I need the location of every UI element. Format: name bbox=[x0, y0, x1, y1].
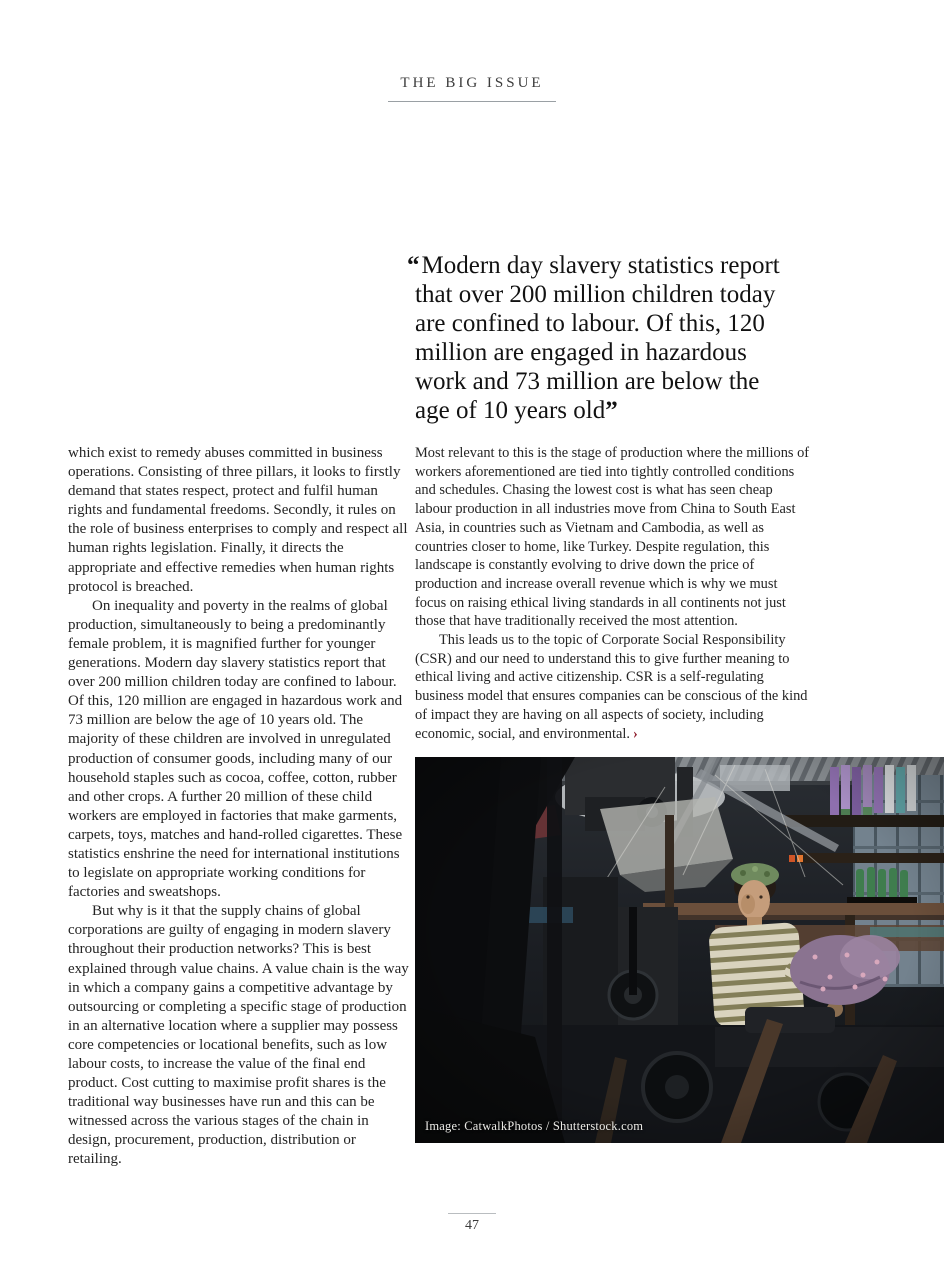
paragraph: Most relevant to this is the stage of production where the millions of workers aforementioned are tied into tightly controlled conditions and schedules. Chasing the lowest cost is what has seen cheap labour production in all industries move from China to South East Asia, in countries such as Vietnam and Cambodia, as well as countries closer to home, like Turkey. Despite regulation, this landscape is constantly evolving to drive down the price of production and increase overall revenue which is why we must focus on raising ethical living standards in all continents not just those that have traditionally received the most attention. bbox=[415, 445, 810, 630]
section-header: THE BIG ISSUE bbox=[388, 75, 555, 102]
photo-credit: Image: CatwalkPhotos / Shutterstock.com bbox=[425, 1119, 644, 1133]
page-header bbox=[0, 74, 944, 102]
close-quote-mark: ” bbox=[605, 397, 618, 424]
article-photo bbox=[415, 757, 944, 1143]
pull-quote-line bbox=[415, 309, 865, 338]
continuation-arrow-icon: › bbox=[633, 725, 638, 742]
pull-quote-text: are confined to labour. Of this, 120 bbox=[415, 310, 765, 337]
page-number: 47 bbox=[465, 1218, 479, 1233]
pull-quote-text: million are engaged in hazardous bbox=[415, 339, 747, 366]
pull-quote-line bbox=[415, 396, 865, 425]
footer-rule bbox=[448, 1213, 496, 1214]
factory-scene-illustration bbox=[415, 757, 944, 1143]
paragraph: But why is it that the supply chains of global corporations are guilty of engaging in modern slavery throughout their production networks? This is best explained through value chains. A value chain is the way in which a company gains a competitive advantage by outsourcing or completing a specific stage of production in an alternative location where a supplier may possess core competencies or locational benefits, such as low labour costs, to increase the value of the final end product. Cost cutting to maximise profit shares is the traditional way businesses have run and this can be witnessed across the various stages of the chain in design, procurement, production, distribution or retailing. bbox=[68, 903, 409, 1168]
pull-quote-line bbox=[415, 338, 865, 367]
pull-quote-text: Modern day slavery statistics report bbox=[421, 252, 780, 279]
paragraph-text: This leads us to the topic of Corporate Social Responsibility (CSR) and our need to understand this to give further meaning to ethical living and active citizenship. CSR is a self-regulating business model that ensures companies can be conscious of the kind of impact they are having on all aspects of society, including economic, social, and environmental. bbox=[415, 632, 808, 742]
left-column bbox=[68, 444, 410, 1170]
page-footer bbox=[0, 1213, 944, 1234]
paragraph: On inequality and poverty in the realms of global production, simultaneously to being a predominantly female problem, it is magnified further for younger generations. Modern day slavery statistics report that over 200 million children today are confined to labour. Of this, 120 million are engaged in hazardous work and 73 million are below the age of 10 years old. The majority of these children are involved in unregulated production of consumer goods, including many of our household staples such as cocoa, coffee, cotton, rubber and other crops. A further 20 million of these child workers are employed in factories that make garments, carpets, toys, matches and hand-rolled cigarettes. These statistics enshrine the need for international institutions to legislate on appropriate working conditions for factories and sweatshops. bbox=[68, 597, 403, 901]
paragraph bbox=[415, 631, 811, 743]
pull-quote bbox=[407, 251, 865, 425]
pull-quote-text: work and 73 million are below the bbox=[415, 368, 760, 395]
paragraph: which exist to remedy abuses committed in business operations. Consisting of three pillars, it looks to firstly demand that states respect, protect and fulfil human rights and fundamental freedoms. Secondly, it rules on the role of business enterprises to comply and respect all human rights legislation. Finally, it directs the appropriate and effective remedies when human rights protocol is breached. bbox=[68, 445, 408, 595]
pull-quote-line bbox=[415, 367, 865, 396]
pull-quote-text: that over 200 million children today bbox=[415, 281, 776, 308]
right-column bbox=[415, 444, 811, 743]
open-quote-mark: “ bbox=[407, 252, 420, 279]
pull-quote-line bbox=[407, 251, 865, 280]
pull-quote-text: age of 10 years old bbox=[415, 397, 606, 424]
pull-quote-line bbox=[415, 280, 865, 309]
